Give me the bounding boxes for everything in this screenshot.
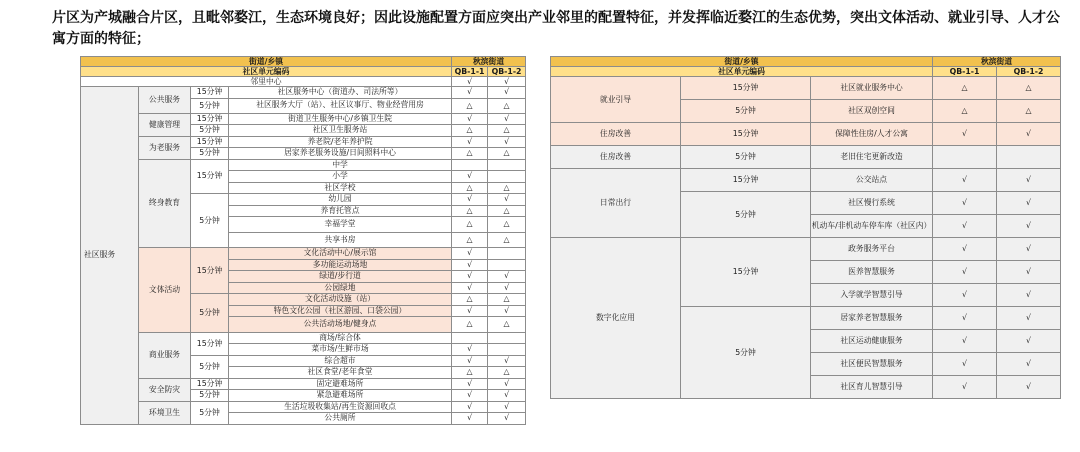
facility-cell: 固定避难场所 bbox=[229, 378, 452, 390]
mark-cell bbox=[997, 146, 1061, 169]
mark-cell: √ bbox=[452, 413, 488, 425]
facility-cell: 保障性住房/人才公寓 bbox=[811, 123, 933, 146]
mark-cell: △ bbox=[488, 317, 526, 333]
time-cell: 5分钟 bbox=[191, 125, 229, 137]
mark-cell: √ bbox=[488, 413, 526, 425]
section-name-cell: 公共服务 bbox=[139, 87, 191, 114]
table-row bbox=[81, 87, 526, 99]
mark-cell: △ bbox=[452, 182, 488, 194]
section-name-cell: 健康管理 bbox=[139, 113, 191, 136]
mark-cell: △ bbox=[933, 100, 997, 123]
mark-cell: √ bbox=[488, 305, 526, 317]
mark-cell: √ bbox=[488, 271, 526, 283]
section-name-cell: 商业服务 bbox=[139, 332, 191, 378]
mark-cell: √ bbox=[488, 390, 526, 402]
mark-cell: √ bbox=[488, 113, 526, 125]
mark-cell: △ bbox=[452, 294, 488, 306]
mark-cell: △ bbox=[488, 205, 526, 217]
mark-cell: √ bbox=[452, 194, 488, 206]
mark-cell bbox=[488, 332, 526, 344]
mark-cell bbox=[488, 171, 526, 183]
table-row bbox=[81, 332, 526, 344]
mark-cell: √ bbox=[933, 330, 997, 353]
header-neighborhood: 邻里中心 bbox=[81, 77, 452, 87]
table-row bbox=[551, 123, 1061, 146]
time-cell: 15分钟 bbox=[681, 123, 811, 146]
facility-cell: 社区运动健康服务 bbox=[811, 330, 933, 353]
mark-cell: √ bbox=[452, 390, 488, 402]
mark-cell bbox=[452, 159, 488, 171]
mark-cell: √ bbox=[933, 123, 997, 146]
mark-cell: √ bbox=[452, 259, 488, 271]
mark-cell: √ bbox=[997, 238, 1061, 261]
section-name-cell: 文体活动 bbox=[139, 248, 191, 333]
facility-cell: 政务服务平台 bbox=[811, 238, 933, 261]
facility-cell: 绿道/步行道 bbox=[229, 271, 452, 283]
mark-cell: √ bbox=[452, 344, 488, 356]
mark-cell: √ bbox=[933, 376, 997, 399]
table-row bbox=[81, 378, 526, 390]
mark-cell: √ bbox=[452, 378, 488, 390]
mark-cell: √ bbox=[997, 376, 1061, 399]
mark-cell: √ bbox=[997, 307, 1061, 330]
time-cell: 15分钟 bbox=[191, 87, 229, 99]
page-heading: 片区为产城融合片区，且毗邻婺江，生态环境良好；因此设施配置方面应突出产业邻里的配置特征，并发挥临近婺江的生态优势，突出文体活动、就业引导、人才公寓方面的特征； bbox=[52, 10, 1060, 47]
facility-cell: 公园绿地 bbox=[229, 282, 452, 294]
right-facility-table bbox=[550, 56, 1061, 399]
mark-cell: √ bbox=[933, 307, 997, 330]
facility-cell: 社区食堂/老年食堂 bbox=[229, 367, 452, 379]
time-cell: 15分钟 bbox=[191, 248, 229, 294]
mark-cell: △ bbox=[452, 367, 488, 379]
section-name-cell: 安全防灾 bbox=[139, 378, 191, 401]
mark-cell: √ bbox=[452, 171, 488, 183]
facility-cell: 医养智慧服务 bbox=[811, 261, 933, 284]
facility-cell: 幸福学堂 bbox=[229, 217, 452, 233]
facility-cell: 社区卫生服务站 bbox=[229, 125, 452, 137]
facility-cell: 公共活动场地/健身点 bbox=[229, 317, 452, 333]
facility-cell: 社区双创空间 bbox=[811, 100, 933, 123]
facility-cell: 居家养老智慧服务 bbox=[811, 307, 933, 330]
time-cell: 15分钟 bbox=[681, 169, 811, 192]
mark-cell: √ bbox=[997, 123, 1061, 146]
mark-cell bbox=[488, 159, 526, 171]
mark-cell: √ bbox=[997, 330, 1061, 353]
mark-cell: △ bbox=[488, 217, 526, 233]
table-row bbox=[81, 136, 526, 148]
time-cell: 5分钟 bbox=[191, 355, 229, 378]
mark-cell: √ bbox=[488, 378, 526, 390]
mark-cell: √ bbox=[933, 284, 997, 307]
facility-cell: 社区服务中心（街道办、司法所等） bbox=[229, 87, 452, 99]
code-qb-1-1: QB-1-1 bbox=[933, 67, 997, 77]
mark-cell: √ bbox=[452, 113, 488, 125]
mark-cell: △ bbox=[452, 205, 488, 217]
header-street-label: 街道/乡镇 bbox=[81, 57, 452, 67]
facility-cell: 商场/综合体 bbox=[229, 332, 452, 344]
facility-cell: 社区就业服务中心 bbox=[811, 77, 933, 100]
section-name-cell: 终身教育 bbox=[139, 159, 191, 248]
facility-cell: 文化活动中心/展示馆 bbox=[229, 248, 452, 260]
mark-cell: △ bbox=[452, 98, 488, 113]
mark-cell: √ bbox=[997, 215, 1061, 238]
header-code-label: 社区单元编码 bbox=[81, 67, 452, 77]
mark-cell: √ bbox=[933, 261, 997, 284]
mark-cell: △ bbox=[452, 125, 488, 137]
mark-cell: √ bbox=[997, 192, 1061, 215]
header-code-label: 社区单元编码 bbox=[551, 67, 933, 77]
mark-cell: △ bbox=[488, 294, 526, 306]
table-row bbox=[551, 169, 1061, 192]
code-qb-1-2: QB-1-2 bbox=[488, 67, 526, 77]
mark-cell: √ bbox=[933, 192, 997, 215]
facility-cell: 中学 bbox=[229, 159, 452, 171]
facility-cell: 生活垃圾收集站/再生资源回收点 bbox=[229, 401, 452, 413]
section-name-cell: 住房改善 bbox=[551, 123, 681, 146]
facility-cell: 多功能运动场地 bbox=[229, 259, 452, 271]
header-street-value: 秋滨街道 bbox=[452, 57, 526, 67]
section-name-cell: 为老服务 bbox=[139, 136, 191, 159]
mark-cell: △ bbox=[488, 148, 526, 160]
facility-cell: 社区学校 bbox=[229, 182, 452, 194]
table-row bbox=[81, 401, 526, 413]
mark-cell: √ bbox=[452, 87, 488, 99]
facility-cell: 公共厕所 bbox=[229, 413, 452, 425]
mark-cell bbox=[488, 248, 526, 260]
neighborhood-mark: √ bbox=[488, 77, 526, 87]
time-cell: 5分钟 bbox=[191, 194, 229, 248]
mark-cell: √ bbox=[997, 169, 1061, 192]
time-cell: 5分钟 bbox=[681, 307, 811, 399]
time-cell: 15分钟 bbox=[191, 378, 229, 390]
mark-cell: √ bbox=[997, 284, 1061, 307]
facility-cell: 公交站点 bbox=[811, 169, 933, 192]
mark-cell bbox=[452, 332, 488, 344]
table-row bbox=[551, 146, 1061, 169]
section-name-cell: 日常出行 bbox=[551, 169, 681, 238]
facility-cell: 社区育儿智慧引导 bbox=[811, 376, 933, 399]
facility-cell: 小学 bbox=[229, 171, 452, 183]
table-row bbox=[551, 238, 1061, 261]
mark-cell: △ bbox=[452, 148, 488, 160]
facility-cell: 紧急避难场所 bbox=[229, 390, 452, 402]
mark-cell: √ bbox=[452, 136, 488, 148]
time-cell: 5分钟 bbox=[191, 98, 229, 113]
mark-cell: √ bbox=[933, 238, 997, 261]
facility-cell: 特色文化公园（社区游园、口袋公园） bbox=[229, 305, 452, 317]
mark-cell: √ bbox=[452, 305, 488, 317]
mark-cell bbox=[933, 146, 997, 169]
mark-cell: △ bbox=[997, 100, 1061, 123]
left-facility-table bbox=[80, 56, 526, 425]
code-qb-1-2: QB-1-2 bbox=[997, 67, 1061, 77]
time-cell: 5分钟 bbox=[191, 390, 229, 402]
mark-cell: √ bbox=[488, 136, 526, 148]
mark-cell: √ bbox=[997, 261, 1061, 284]
mark-cell: △ bbox=[933, 77, 997, 100]
section-name-cell: 就业引导 bbox=[551, 77, 681, 123]
mark-cell: △ bbox=[488, 125, 526, 137]
mark-cell: √ bbox=[488, 355, 526, 367]
facility-cell: 菜市场/生鲜市场 bbox=[229, 344, 452, 356]
time-cell: 5分钟 bbox=[681, 100, 811, 123]
facility-cell: 社区便民智慧服务 bbox=[811, 353, 933, 376]
mark-cell: √ bbox=[933, 169, 997, 192]
time-cell: 5分钟 bbox=[191, 294, 229, 333]
mark-cell: √ bbox=[488, 194, 526, 206]
time-cell: 5分钟 bbox=[681, 192, 811, 238]
table-row bbox=[81, 159, 526, 171]
mark-cell: △ bbox=[488, 367, 526, 379]
time-cell: 15分钟 bbox=[191, 332, 229, 355]
mark-cell: √ bbox=[997, 353, 1061, 376]
facility-cell: 社区服务大厅（站）、社区议事厅、物业经营用房 bbox=[229, 98, 452, 113]
time-cell: 15分钟 bbox=[681, 238, 811, 307]
mark-cell: √ bbox=[488, 282, 526, 294]
mark-cell: √ bbox=[452, 401, 488, 413]
mark-cell: √ bbox=[933, 353, 997, 376]
code-qb-1-1: QB-1-1 bbox=[452, 67, 488, 77]
facility-cell: 社区慢行系统 bbox=[811, 192, 933, 215]
facility-cell: 养老院/老年养护院 bbox=[229, 136, 452, 148]
mark-cell: √ bbox=[933, 215, 997, 238]
time-cell: 15分钟 bbox=[191, 136, 229, 148]
mark-cell: △ bbox=[452, 217, 488, 233]
mark-cell: √ bbox=[452, 271, 488, 283]
facility-cell: 机动车/非机动车停车库（社区内） bbox=[811, 215, 933, 238]
mark-cell: √ bbox=[488, 401, 526, 413]
time-cell: 15分钟 bbox=[191, 159, 229, 194]
facility-cell: 共享书房 bbox=[229, 232, 452, 248]
mark-cell bbox=[488, 344, 526, 356]
mark-cell: △ bbox=[488, 98, 526, 113]
section-name-cell: 住房改善 bbox=[551, 146, 681, 169]
facility-cell: 街道卫生服务中心/乡镇卫生院 bbox=[229, 113, 452, 125]
section-name-cell: 数字化应用 bbox=[551, 238, 681, 399]
table-row bbox=[551, 77, 1061, 100]
facility-cell: 入学就学智慧引导 bbox=[811, 284, 933, 307]
facility-cell: 文化活动设施（站） bbox=[229, 294, 452, 306]
time-cell: 5分钟 bbox=[681, 146, 811, 169]
mark-cell: √ bbox=[452, 248, 488, 260]
mark-cell: △ bbox=[997, 77, 1061, 100]
mark-cell: √ bbox=[488, 87, 526, 99]
facility-cell: 综合超市 bbox=[229, 355, 452, 367]
facility-cell: 居家养老服务设施/日间照料中心 bbox=[229, 148, 452, 160]
mark-cell: √ bbox=[452, 282, 488, 294]
time-cell: 5分钟 bbox=[191, 401, 229, 424]
table-row bbox=[81, 113, 526, 125]
table-row bbox=[81, 248, 526, 260]
header-street-value: 秋滨街道 bbox=[933, 57, 1061, 67]
header-street-label: 街道/乡镇 bbox=[551, 57, 933, 67]
mark-cell bbox=[488, 259, 526, 271]
category-cell: 社区服务 bbox=[81, 87, 139, 425]
time-cell: 5分钟 bbox=[191, 148, 229, 160]
facility-cell: 幼儿园 bbox=[229, 194, 452, 206]
neighborhood-mark: √ bbox=[452, 77, 488, 87]
mark-cell: △ bbox=[488, 232, 526, 248]
facility-cell: 老旧住宅更新改造 bbox=[811, 146, 933, 169]
section-name-cell: 环境卫生 bbox=[139, 401, 191, 424]
mark-cell: √ bbox=[452, 355, 488, 367]
mark-cell: △ bbox=[452, 317, 488, 333]
mark-cell: △ bbox=[452, 232, 488, 248]
facility-cell: 养育托管点 bbox=[229, 205, 452, 217]
time-cell: 15分钟 bbox=[681, 77, 811, 100]
mark-cell: △ bbox=[488, 182, 526, 194]
time-cell: 15分钟 bbox=[191, 113, 229, 125]
